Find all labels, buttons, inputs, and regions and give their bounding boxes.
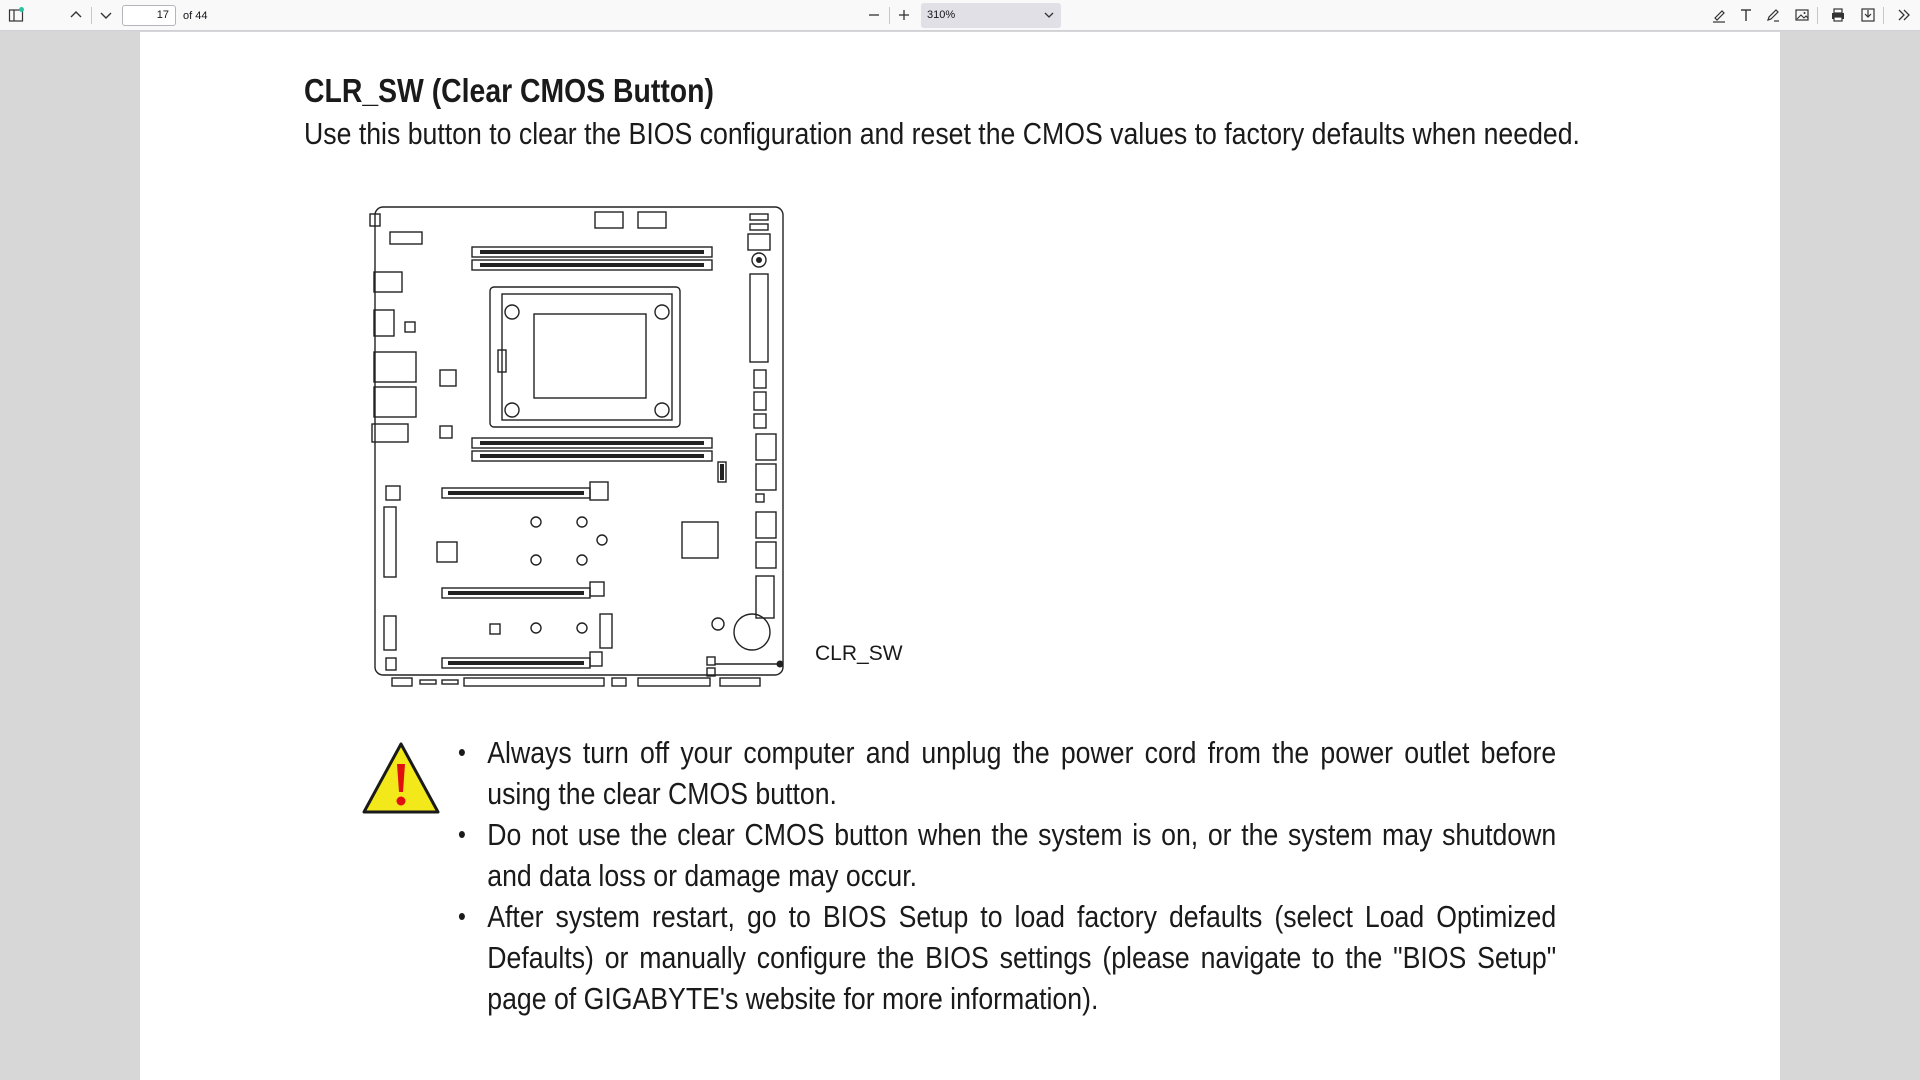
chevron-down-icon [1043, 9, 1055, 21]
motherboard-diagram [360, 202, 860, 722]
pdf-toolbar [0, 0, 1920, 31]
image-icon[interactable] [1792, 5, 1812, 25]
zoom-out-icon[interactable] [864, 5, 884, 25]
chevron-down-icon[interactable] [96, 5, 116, 25]
toolbar-divider [1883, 7, 1884, 24]
intro-paragraph: Use this button to clear the BIOS configuration and reset the CMOS values to factory defaults when needed. [304, 116, 1580, 151]
more-tools-icon[interactable] [1894, 5, 1914, 25]
list-item: • After system restart, go to BIOS Setup to load factory defaults (select Load Optimized Defaults) or manually configure the BIOS settings (please navigate to the "BIOS Setup" page of GIGABYTE's website for more information). [458, 896, 1556, 1019]
save-icon[interactable] [1858, 5, 1878, 25]
list-item: • Always turn off your computer and unplug the power cord from the power outlet before using the clear CMOS button. [458, 732, 1556, 814]
section-heading: CLR_SW (Clear CMOS Button) [304, 72, 714, 109]
page-number-input[interactable]: 17 [122, 5, 176, 26]
zoom-in-icon[interactable] [894, 5, 914, 25]
draw-icon[interactable] [1763, 5, 1783, 25]
warning-notes-list [458, 732, 1558, 1019]
sidebar-toggle-icon[interactable] [6, 5, 26, 25]
warning-triangle-icon [360, 740, 442, 816]
zoom-value: 310% [927, 9, 956, 21]
toolbar-divider [1817, 7, 1818, 24]
highlight-icon[interactable] [1709, 5, 1729, 25]
toolbar-divider [91, 7, 92, 24]
zoom-select[interactable] [921, 3, 1061, 28]
print-icon[interactable] [1828, 5, 1848, 25]
callout-dot [777, 661, 784, 668]
text-icon[interactable] [1736, 5, 1756, 25]
chevron-up-icon[interactable] [66, 5, 86, 25]
document-page [140, 32, 1780, 1080]
list-item: • Do not use the clear CMOS button when the system is on, or the system may shutdown and data loss or damage may occur. [458, 814, 1556, 896]
page-count-label: of 44 [183, 10, 208, 22]
clr-sw-callout-label: CLR_SW [815, 642, 903, 665]
toolbar-divider [889, 7, 890, 24]
